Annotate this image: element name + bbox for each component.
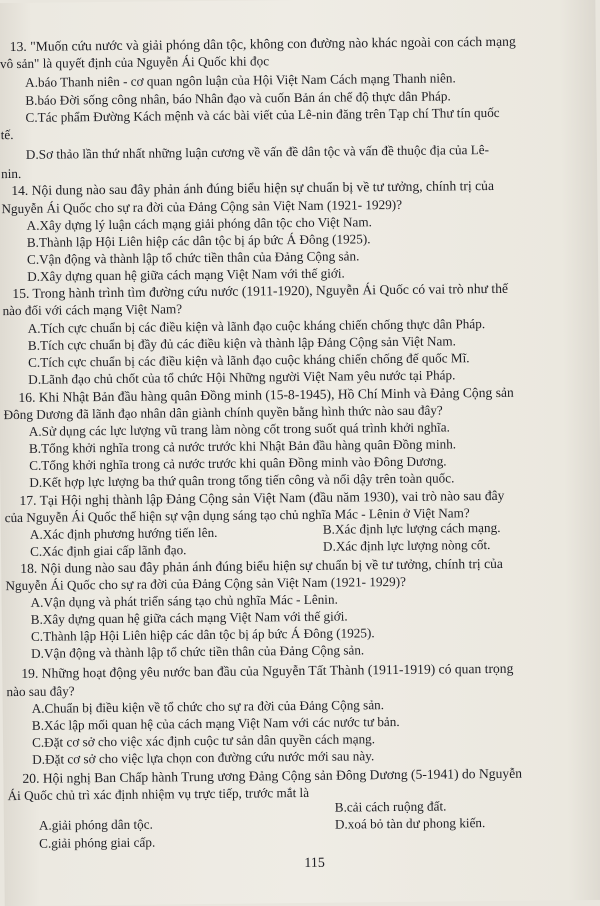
question-14-stem-line-1: 14. Nội dung nào sau đây phản ánh đúng biểu hiện sự chuẩn bị về tư tưởng, chính trị của — [11, 177, 495, 199]
question-16-option-a: A.Sử dụng các lực lượng vũ trang làm nòng cốt trong suốt quá trình khởi nghĩa. — [28, 419, 450, 439]
question-18-option-d: D.Vận động và thành lập tổ chức tiền thân của Đảng Cộng sản. — [31, 642, 365, 661]
question-19-option-c: C.Đặt cơ sở cho việc xác định cuộc tư sản dân quyền cách mạng. — [31, 731, 376, 750]
question-16-option-d: D.Kết hợp lực lượng ba thứ quân trong tổng tiến công và nổi dậy trên toàn quốc. — [29, 470, 455, 490]
question-14-option-a: A.Xây dựng lý luận cách mạng giải phóng dân tộc cho Việt Nam. — [26, 214, 372, 233]
question-13-stem-line-2: vô sản" là quyết định của Nguyễn Ái Quốc khi đọc — [0, 53, 270, 72]
question-18-option-c: C.Thành lập Hội Liên hiệp các dân tộc bị áp bức Á Đông (1925). — [30, 625, 375, 644]
question-16-option-b: B.Tổng khởi nghĩa trong cả nước trước khi Nhật Bản đầu hàng quân Đồng minh. — [28, 436, 457, 456]
question-17-option-b: B.Xác định lực lượng cách mạng. — [322, 519, 501, 537]
page-number: 115 — [304, 855, 325, 871]
question-19-option-b: B.Xác lập mối quan hệ của cách mạng Việt Nam với các nước tư bản. — [31, 713, 400, 733]
question-16-option-c: C.Tổng khởi nghĩa trong cả nước trước khi quân Đồng minh vào Đông Dương. — [29, 453, 447, 473]
question-19-stem-line-2: nào sau đây? — [6, 683, 75, 700]
question-15-option-a: A.Tích cực chuẩn bị các điều kiện và lãnh đạo cuộc kháng chiến chống thực dân Pháp. — [27, 316, 486, 336]
question-15-option-c: C.Tích cực chuẩn bị các điều kiện và lãnh đạo cuộc kháng chiến chống đế quốc Mĩ. — [27, 350, 470, 370]
question-13-option-d-line-1: D.Sơ thảo lần thứ nhất những luận cương về vấn đề dân tộc và vấn đề thuộc địa của Lê- — [25, 142, 490, 162]
question-19-option-a: A.Chuẩn bị điều kiện về tổ chức cho sự ra đời của Đảng Cộng sản. — [31, 697, 385, 716]
question-16-stem-line-2: Đông Dương đã lãnh đạo nhân dân giành chính quyền bằng hình thức nào sau đây? — [3, 402, 443, 423]
question-20-option-a: A.giải phóng dân tộc. — [38, 816, 153, 833]
question-13-option-c-line-1: C.Tác phẩm Đường Kách mệnh và các bài viết của Lê-nin đăng trên Tạp chí Thư tín quốc — [25, 104, 500, 125]
question-20-option-d: D.xoá bỏ tàn dư phong kiến. — [334, 815, 486, 832]
question-17-stem-line-1: 17. Tại Hội nghị thành lập Đảng Cộng sản Việt Nam (đầu năm 1930), vai trò nào sau đây — [19, 487, 505, 508]
question-19-option-d: D.Đặt cơ sở cho việc lựa chọn con đường cứu nước mới sau này. — [32, 748, 375, 767]
question-20-stem-line-2: Ái Quốc chủ trì xác định nhiệm vụ trực tiếp, trước mắt là — [7, 784, 310, 804]
question-17-stem-line-2: của Nguyễn Ái Quốc thể hiện sự vận dụng sáng tạo chủ nghĩa Mác - Lênin ở Việt Nam? — [4, 505, 470, 526]
question-18-option-a: A.Vận dụng và phát triển sáng tạo chủ nghĩa Mác - Lênin. — [30, 591, 338, 610]
question-13-option-b: B.báo Đời sống công nhân, báo Nhân đạo và cuốn Bản án chế độ thực dân Pháp. — [25, 88, 451, 108]
question-16-stem-line-1: 16. Khi Nhật Bản đầu hàng quân Đồng minh (15-8-1945), Hồ Chí Minh và Đảng Cộng sản — [18, 384, 514, 405]
question-18-stem-line-2: Nguyễn Ái Quốc cho sự ra đời của Đảng Cộng sản Việt Nam (1921- 1929)? — [5, 573, 407, 594]
question-17-option-a: A.Xác định phương hướng tiến lên. — [29, 524, 218, 542]
question-17-option-d: D.Xác định lực lượng nòng cốt. — [322, 537, 491, 554]
question-14-option-c: C.Vận động và thành lập tổ chức tiền thân của Đảng Cộng sản. — [26, 248, 360, 267]
question-19-stem-line-1: 19. Những hoạt động yêu nước ban đầu của Nguyễn Tất Thành (1911-1919) có quan trọng — [21, 660, 514, 681]
question-13-option-a: A.báo Thanh niên - cơ quan ngôn luận của Hội Việt Nam Cách mạng Thanh niên. — [25, 70, 456, 90]
question-17-option-c: C.Xác định giai cấp lãnh đạo. — [29, 542, 187, 559]
question-14-option-d: D.Xây dựng quan hệ giữa cách mạng Việt Nam với thế giới. — [27, 265, 345, 284]
question-14-option-b: B.Thành lập Hội Liên hiệp các dân tộc bị áp bức Á Đông (1925). — [26, 231, 371, 250]
question-18-option-b: B.Xây dựng quan hệ giữa cách mạng Việt Nam với thế giới. — [30, 608, 348, 627]
question-13-option-d-line-2: nin. — [1, 165, 22, 182]
question-15-option-d: D.Lãnh đạo chủ chốt của tổ chức Hội Những người Việt Nam yêu nước tại Pháp. — [28, 367, 456, 387]
question-14-stem-line-2: Nguyễn Ái Quốc cho sự ra đời của Đảng Cộng sản Việt Nam (1921- 1929)? — [1, 196, 403, 217]
question-13-option-c-line-2: tế. — [0, 126, 14, 143]
question-18-stem-line-1: 18. Nội dung nào sau đây phản ánh đúng biểu hiện sự chuẩn bị về tư tưởng, chính trị của — [20, 555, 503, 576]
question-15-stem-line-2: nào đối với cách mạng Việt Nam? — [2, 301, 183, 319]
question-20-stem-line-1: 20. Hội nghị Ban Chấp hành Trung ương Đảng Cộng sản Đông Dương (5-1941) do Nguyễn — [22, 765, 523, 786]
question-15-option-b: B.Tích cực chuẩn bị đầy đủ các điều kiện và thành lập Đảng Cộng sản Việt Nam. — [27, 333, 456, 353]
question-13-stem-line-1: 13. "Muốn cứu nước và giải phóng dân tộc, không con đường nào khác ngoài con cách mạng — [9, 33, 516, 55]
question-20-option-c: C.giải phóng giai cấp. — [39, 834, 156, 851]
question-15-stem-line-1: 15. Trong hành trình tìm đường cứu nước (1911-1920), Nguyễn Ái Quốc có vai trò như thế — [12, 280, 509, 302]
question-20-option-b: B.cải cách ruộng đất. — [334, 798, 447, 815]
